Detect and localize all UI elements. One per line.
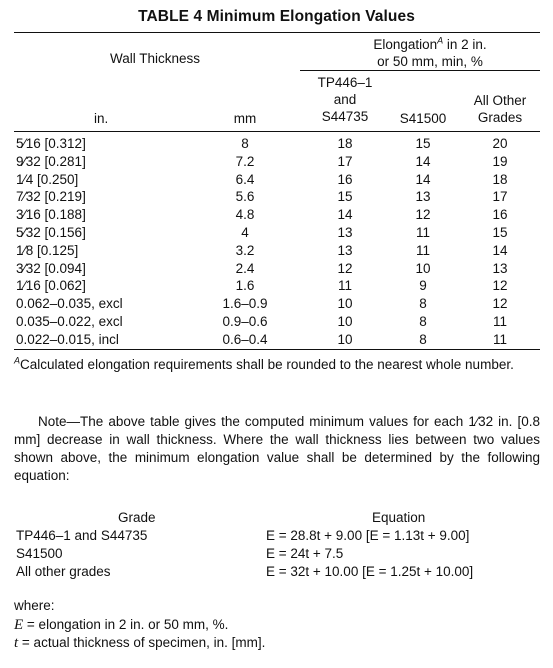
- tp446-value-cell: 11: [337, 278, 352, 294]
- tp446-value-cell: 10: [337, 296, 353, 312]
- tp446-value-cell: 16: [337, 171, 353, 187]
- equation-cell: E = 32t + 10.00 [E = 1.25t + 10.00]: [266, 564, 474, 579]
- other-grades-value-cell: 16: [492, 207, 508, 223]
- s41500-value-cell: 10: [415, 260, 431, 276]
- thickness-mm-cell: 0.9–0.6: [222, 314, 268, 329]
- equation-cell: E = 28.8t + 9.00 [E = 1.13t + 9.00]: [266, 528, 470, 543]
- table-row: [0, 313, 553, 331]
- col-header-tp446-line3: S44735: [321, 109, 369, 124]
- table-row: [0, 135, 553, 153]
- thickness-in-cell: 5⁄32 [0.156]: [16, 225, 86, 240]
- s41500-value-cell: 11: [415, 225, 430, 240]
- thickness-mm-cell: 6.4: [235, 171, 255, 187]
- wall-thickness-header: Wall Thickness: [110, 51, 201, 66]
- elongation-header: [330, 36, 530, 70]
- equation-header: Equation: [372, 510, 426, 525]
- s41500-value-cell: 12: [415, 207, 431, 223]
- footnote: [14, 356, 540, 374]
- tp446-value-cell: 17: [337, 153, 353, 169]
- elongation-label-line2: or 50 mm, min, %: [377, 54, 483, 69]
- col-header-other-line1: All Other: [473, 93, 527, 108]
- note-paragraph: Note—The above table gives the computed minimum values for each 1⁄32 in. [0.8 mm] decrease in wall thickness. Where the wall thickness lies between two values shown above, the minimum elongation value shall be determined by the following equation:: [14, 414, 540, 483]
- thickness-mm-cell: 1.6–0.9: [222, 296, 268, 312]
- elongation-label: Elongation: [373, 37, 438, 52]
- tp446-value-cell: 15: [337, 189, 353, 205]
- thickness-in-cell: 0.035–0.022, excl: [16, 314, 123, 329]
- other-grades-value-cell: 12: [492, 278, 508, 294]
- other-grades-value-cell: 14: [492, 242, 508, 258]
- top-rule: [14, 32, 540, 33]
- s41500-value-cell: 9: [419, 278, 427, 294]
- tp446-value-cell: 12: [337, 260, 353, 276]
- other-grades-value-cell: 11: [492, 314, 507, 329]
- equation-row: [0, 527, 553, 545]
- s41500-value-cell: 8: [419, 296, 427, 312]
- col-header-other: [462, 92, 538, 126]
- footnote-marker: A: [437, 35, 444, 46]
- table-row: [0, 224, 553, 242]
- table-row: [0, 153, 553, 171]
- other-grades-value-cell: 19: [492, 153, 508, 169]
- s41500-value-cell: 14: [415, 171, 431, 187]
- s41500-value-cell: 15: [415, 136, 431, 151]
- tp446-value-cell: 14: [337, 207, 353, 223]
- equation-row: [0, 545, 553, 563]
- other-grades-value-cell: 13: [492, 260, 508, 276]
- thickness-in-cell: 1⁄16 [0.062]: [16, 278, 86, 294]
- grade-cell: S41500: [16, 546, 63, 561]
- equation-cell: E = 24t + 7.5: [266, 546, 344, 561]
- equation-row: [0, 563, 553, 581]
- thickness-mm-cell: 5.6: [235, 189, 255, 205]
- s41500-value-cell: 14: [415, 153, 431, 169]
- bottom-rule: [14, 349, 540, 350]
- thickness-mm-cell: 4: [241, 225, 249, 240]
- col-header-tp446: [310, 74, 380, 125]
- s41500-value-cell: 13: [415, 189, 431, 205]
- thickness-in-cell: 9⁄32 [0.281]: [16, 153, 86, 169]
- s41500-value-cell: 8: [419, 314, 427, 329]
- table-row: [0, 242, 553, 260]
- tp446-value-cell: 18: [337, 136, 353, 151]
- other-grades-value-cell: 20: [492, 136, 508, 151]
- table-row: [0, 331, 553, 349]
- table-row: [0, 277, 553, 295]
- thickness-in-cell: 0.022–0.015, incl: [16, 331, 119, 347]
- other-grades-value-cell: 18: [492, 171, 508, 187]
- tp446-value-cell: 13: [337, 242, 353, 258]
- tp446-value-cell: 13: [337, 225, 353, 240]
- other-grades-value-cell: 12: [492, 296, 508, 312]
- header-rule: [14, 131, 540, 132]
- definition-t: [14, 634, 265, 652]
- thickness-in-cell: 1⁄4 [0.250]: [16, 171, 79, 187]
- tp446-value-cell: 10: [337, 331, 353, 347]
- table-title: TABLE 4 Minimum Elongation Values: [138, 8, 415, 25]
- thickness-in-cell: 7⁄32 [0.219]: [16, 189, 86, 205]
- footnote-text: Calculated elongation requirements shall be rounded to the nearest whole number.: [20, 357, 514, 372]
- col-header-other-line2: Grades: [477, 110, 523, 125]
- thickness-in-cell: 5⁄16 [0.312]: [16, 136, 86, 151]
- col-header-s41500: S41500: [399, 111, 447, 126]
- where-label: where:: [14, 598, 55, 613]
- thickness-mm-cell: 3.2: [235, 242, 255, 258]
- elongation-label-suffix: in 2 in.: [443, 37, 487, 52]
- col-header-in: in.: [94, 111, 109, 126]
- thickness-mm-cell: 4.8: [235, 207, 255, 223]
- thickness-mm-cell: 2.4: [235, 260, 255, 276]
- other-grades-value-cell: 17: [492, 189, 508, 205]
- thickness-in-cell: 3⁄32 [0.094]: [16, 260, 86, 276]
- definition-symbol: E: [14, 617, 24, 633]
- grade-header: Grade: [118, 510, 156, 525]
- definition-text: = elongation in 2 in. or 50 mm, %.: [23, 617, 229, 632]
- tp446-value-cell: 10: [337, 314, 353, 329]
- thickness-mm-cell: 8: [241, 136, 249, 151]
- thickness-mm-cell: 0.6–0.4: [222, 331, 268, 347]
- s41500-value-cell: 11: [415, 242, 430, 258]
- elongation-group-rule: [300, 70, 540, 71]
- definition-e: [14, 616, 228, 634]
- table-row: [0, 206, 553, 224]
- other-grades-value-cell: 15: [492, 225, 508, 240]
- thickness-in-cell: 3⁄16 [0.188]: [16, 207, 86, 223]
- thickness-mm-cell: 1.6: [235, 278, 255, 294]
- definition-text: = actual thickness of specimen, in. [mm].: [18, 635, 266, 650]
- footnote-mark: A: [14, 355, 21, 366]
- s41500-value-cell: 8: [419, 331, 427, 347]
- grade-cell: TP446–1 and S44735: [16, 528, 148, 543]
- table-row: [0, 188, 553, 206]
- thickness-mm-cell: 7.2: [235, 153, 255, 169]
- table-row: [0, 295, 553, 313]
- col-header-mm: mm: [233, 111, 257, 126]
- thickness-in-cell: 1⁄8 [0.125]: [16, 242, 79, 258]
- thickness-in-cell: 0.062–0.035, excl: [16, 296, 123, 312]
- table-row: [0, 171, 553, 189]
- other-grades-value-cell: 11: [492, 331, 507, 347]
- definition-symbol: t: [14, 635, 19, 651]
- table-row: [0, 260, 553, 278]
- grade-cell: All other grades: [16, 564, 111, 579]
- col-header-tp446-line1: TP446–1: [317, 75, 373, 90]
- col-header-tp446-line2: and: [333, 92, 357, 107]
